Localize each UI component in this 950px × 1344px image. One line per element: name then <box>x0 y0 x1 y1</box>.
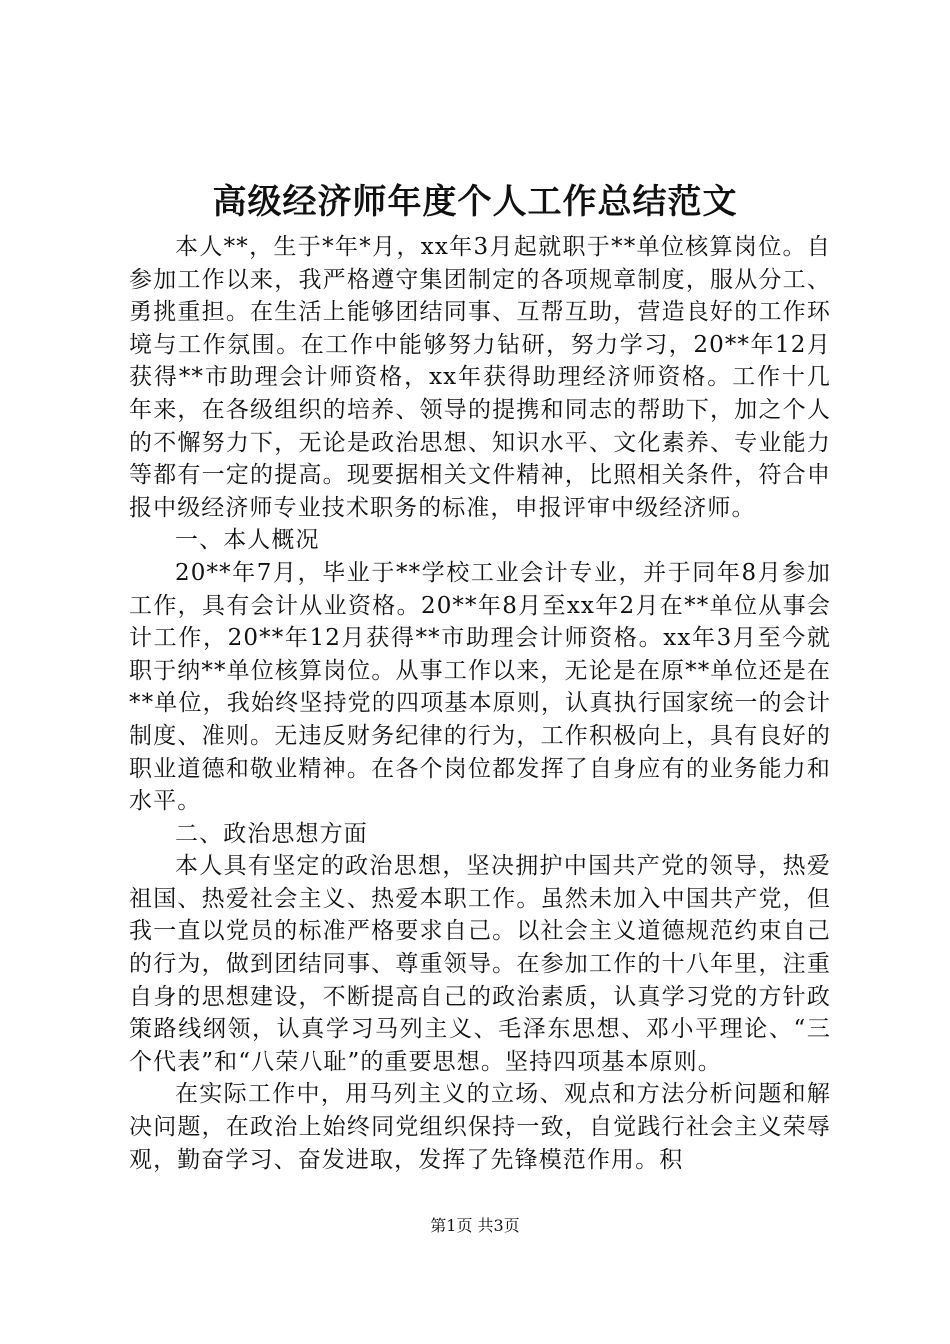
paragraph-political: 本人具有坚定的政治思想，坚决拥护中国共产党的领导，热爱祖国、热爱社会主义、热爱本职工作。虽然未加入中国共产党，但我一直以党员的标准严格要求自己。以社会主义道德规范约束自己的行为，做到团结同事、尊重领导。在参加工作的十八年里，注重自身的思想建设，不断提高自己的政治素质，认真学习党的方针政策路线纲领，认真学习马列主义、毛泽东思想、邓小平理论、“三个代表”和“八荣八耻”的重要思想。坚持四项基本原则。 <box>129 853 831 1075</box>
document-title: 高级经济师年度个人工作总结范文 <box>212 182 738 222</box>
paragraph-intro: 本人**，生于*年*月，xx年3月起就职于**单位核算岗位。自参加工作以来，我严格遵守集团制定的各项规章制度，服从分工、勇挑重担。在生活上能够团结同事、互帮互助，营造良好的工作环境与工作氛围。在工作中能够努力钻研，努力学习，20**年12月获得**市助理会计师资格，xx年获得助理经济师资格。工作十几年来，在各级组织的培养、领导的提携和同志的帮助下，加之个人的不懈努力下，无论是政治思想、知识水平、文化素养、专业能力等都有一定的提高。现要据相关文件精神，比照相关条件，符合申报中级经济师专业技术职务的标准，申报评审中级经济师。 <box>129 234 831 521</box>
paragraph-practice: 在实际工作中，用马列主义的立场、观点和方法分析问题和解决问题，在政治上始终同党组织保持一致，自觉践行社会主义荣辱观，勤奋学习、奋发进取，发挥了先锋模范作用。积 <box>129 1081 831 1173</box>
section-heading-political: 二、政治思想方面 <box>175 820 368 847</box>
page-number-footer: 第1页 共3页 <box>430 1216 520 1235</box>
document-body <box>129 231 831 1176</box>
section-heading-overview: 一、本人概况 <box>175 527 320 554</box>
paragraph-overview: 20**年7月，毕业于**学校工业会计专业，并于同年8月参加工作，具有会计从业资格。20**年8月至xx年2月在**单位从事会计工作，20**年12月获得**市助理会计师资格。xx年3月至今就职于纳**单位核算岗位。从事工作以来，无论是在原**单位还是在**单位，我始终坚持党的四项基本原则，认真执行国家统一的会计制度、准则。无违反财务纪律的行为，工作积极向上，具有良好的职业道德和敬业精神。在各个岗位都发挥了自身应有的业务能力和水平。 <box>129 559 831 815</box>
